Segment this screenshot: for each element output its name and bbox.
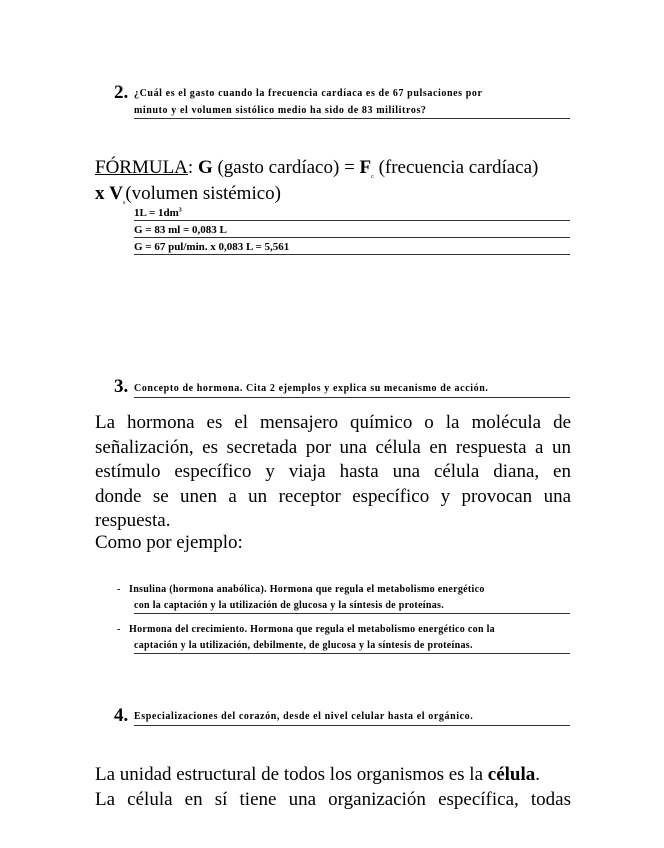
- formula-label: FÓRMULA: [95, 157, 188, 178]
- hormone-line-1: La hormona es el mensajero químico o la molécula de: [95, 412, 571, 433]
- cell-line-1: [95, 763, 540, 788]
- formula-colon: :: [187, 157, 194, 178]
- example-1-line-1: Insulina (hormona anabólica). Hormona que regula el metabolismo energético: [129, 584, 485, 595]
- calc-line-1: [134, 207, 570, 221]
- example-2-line-1: Hormona del crecimiento. Hormona que regula el metabolismo energético con la: [129, 624, 495, 635]
- question-2-number: 2.: [114, 82, 129, 103]
- question-3-number: 3.: [114, 376, 129, 397]
- calc-line-1-text: 1L = 1dm: [134, 207, 179, 219]
- formula-g-desc: (gasto cardíaco) =: [217, 157, 355, 178]
- calc-line-2: G = 83 ml = 0,083 L: [134, 224, 570, 238]
- example-2-bullet: -: [117, 624, 121, 635]
- cell-line-1-bold: célula: [487, 764, 536, 785]
- example-1-line-2: con la captación y la utilización de glucosa y la síntesis de proteínas.: [134, 600, 570, 614]
- example-2-line-2: captación y la utilización, debilmente, de glucosa y la síntesis de proteínas.: [134, 640, 570, 654]
- cell-line-1-pre: La unidad estructural de todos los organismos es la: [95, 764, 484, 785]
- question-4-text: Especializaciones del corazón, desde el nivel celular hasta el orgánico.: [134, 711, 570, 726]
- formula-f: F: [359, 157, 372, 178]
- hormone-line-2: señalización, es secretada por una célula en respuesta a un: [95, 436, 571, 458]
- calc-line-3: G = 67 pul/min. x 0,083 L = 5,561: [134, 241, 570, 255]
- cell-line-1-post: .: [535, 764, 541, 785]
- formula-v: V: [109, 183, 123, 204]
- example-1-bullet: -: [117, 584, 121, 595]
- example-intro: Como por ejemplo:: [95, 532, 243, 553]
- hormone-line-3: estímulo específico y viaja hasta una célula diana, en: [95, 461, 571, 482]
- formula-f-sub: c: [371, 173, 374, 180]
- hormone-last-line: respuesta.: [95, 510, 171, 531]
- question-4-number: 4.: [114, 705, 129, 726]
- formula-x: x: [95, 183, 105, 204]
- question-2-line-1: ¿Cuál es el gasto cuando la frecuencia cardíaca es de 67 pulsaciones por: [134, 88, 483, 99]
- hormone-line-4: donde se unen a un receptor específico y provocan una: [95, 485, 571, 507]
- formula-v-desc: (volumen sistémico): [125, 183, 281, 204]
- formula-v-sub: s: [122, 199, 126, 206]
- formula-f-desc: (frecuencia cardíaca): [378, 157, 539, 178]
- cell-line-2: La célula en sí tiene una organización específica, todas: [95, 789, 571, 810]
- formula-g: G: [197, 157, 213, 178]
- question-2-line-2: minuto y el volumen sistólico medio ha sido de 83 mililitros?: [134, 105, 570, 119]
- question-3-text: Concepto de hormona. Cita 2 ejemplos y explica su mecanismo de acción.: [134, 383, 570, 398]
- calc-line-1-sup: 3: [178, 207, 182, 214]
